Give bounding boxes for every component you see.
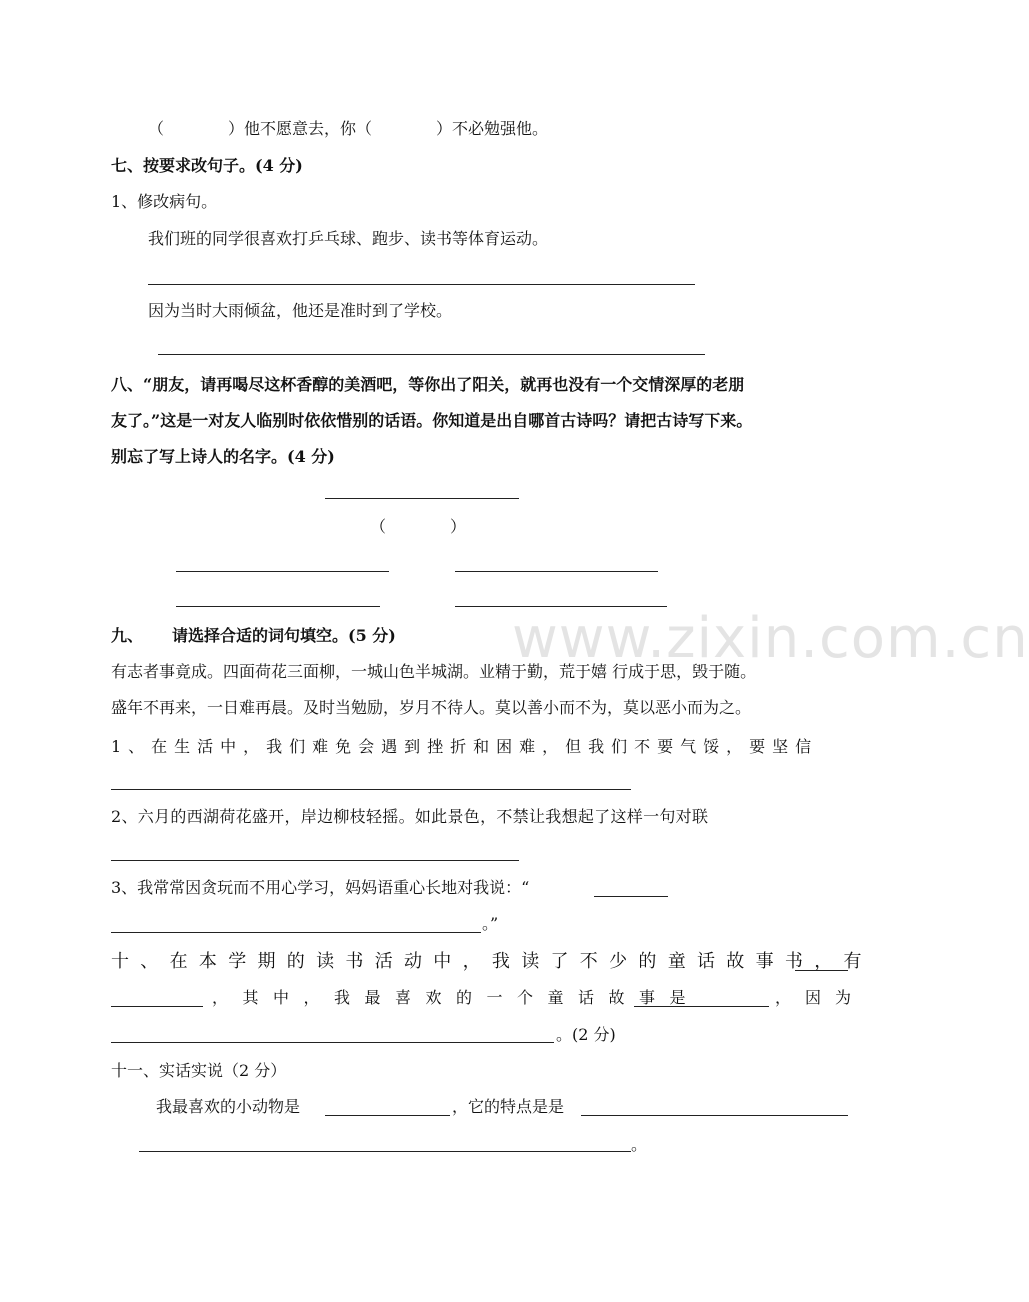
poem-line-1[interactable] bbox=[176, 571, 389, 572]
poem-title-line[interactable] bbox=[325, 498, 519, 499]
section-11-prompt-a: 我最喜欢的小动物是 bbox=[156, 1097, 301, 1116]
section-9-number: 九、 bbox=[111, 626, 144, 645]
answer-line[interactable] bbox=[634, 1006, 769, 1007]
fill-item-1: 1、在生活中，我们难免会遇到挫折和困难，但我们不要气馁，要坚信 bbox=[111, 737, 819, 756]
section-7-title: 七、按要求改句子。(4 分) bbox=[111, 156, 303, 175]
section-9-title: 请选择合适的词句填空。(5 分) bbox=[172, 626, 396, 645]
answer-line[interactable] bbox=[111, 860, 519, 861]
section-11-title: 十一、实话实说（2 分） bbox=[111, 1061, 287, 1080]
section-10-line-2b: ，因为 bbox=[775, 988, 866, 1007]
fill-blank-sentence: （ ）他不愿意去，你（ ）不必勉强他。 bbox=[148, 119, 549, 138]
poem-line-2[interactable] bbox=[455, 571, 658, 572]
quote-close: 。” bbox=[482, 914, 499, 933]
faulty-sentence-2: 因为当时大雨倾盆，他还是准时到了学校。 bbox=[148, 301, 453, 320]
answer-line[interactable] bbox=[581, 1115, 848, 1116]
answer-line[interactable] bbox=[139, 1151, 631, 1152]
poem-line-3[interactable] bbox=[176, 606, 380, 607]
section-8-line-2: 友了。”这是一对友人临别时依依惜别的话语。你知道是出自哪首古诗吗？请把古诗写下来。 bbox=[111, 411, 753, 430]
section-10-line-1: 十、在本学期的读书活动中，我读了不少的童话故事书，有 bbox=[111, 951, 873, 972]
section-10-score: 。(2 分) bbox=[556, 1025, 616, 1044]
fill-item-3: 3、我常常因贪玩而不用心学习，妈妈语重心长地对我说：“ bbox=[111, 878, 530, 897]
section-11-prompt-b: ，它的特点是是 bbox=[452, 1097, 565, 1116]
phrase-options-line-2: 盛年不再来，一日难再晨。及时当勉励，岁月不待人。莫以善小而不为，莫以恶小而为之。 bbox=[111, 698, 752, 717]
answer-line[interactable] bbox=[111, 1042, 554, 1043]
faulty-sentence-1: 我们班的同学很喜欢打乒乓球、跑步、读书等体育运动。 bbox=[148, 229, 549, 248]
watermark: www.zixin.com.cn bbox=[512, 606, 1029, 671]
answer-line[interactable] bbox=[148, 284, 695, 285]
section-8-line-1: 八、“朋友，请再喝尽这杯香醇的美酒吧，等你出了阳关，就再也没有一个交情深厚的老朋 bbox=[111, 375, 745, 394]
answer-line-short[interactable] bbox=[594, 896, 668, 897]
section-10-line-2a: ，其中，我最喜欢的一个童话故事是 bbox=[212, 988, 701, 1007]
phrase-options-line-1: 有志者事竟成。四面荷花三面柳，一城山色半城湖。业精于勤，荒于嬉 行成于思，毁于随。 bbox=[111, 662, 757, 681]
answer-line[interactable] bbox=[111, 789, 631, 790]
period: 。 bbox=[631, 1135, 648, 1154]
poet-name-parentheses: （ ） bbox=[370, 517, 467, 536]
answer-line[interactable] bbox=[158, 354, 705, 355]
section-8-line-3: 别忘了写上诗人的名字。(4 分) bbox=[111, 447, 335, 466]
answer-line[interactable] bbox=[111, 932, 481, 933]
section-7-subtitle: 1、修改病句。 bbox=[111, 192, 218, 211]
answer-line[interactable] bbox=[325, 1115, 450, 1116]
fill-item-2: 2、六月的西湖荷花盛开，岸边柳枝轻摇。如此景色，不禁让我想起了这样一句对联 bbox=[111, 807, 709, 826]
answer-line-short[interactable] bbox=[111, 1006, 203, 1007]
answer-line-short[interactable] bbox=[795, 970, 848, 971]
